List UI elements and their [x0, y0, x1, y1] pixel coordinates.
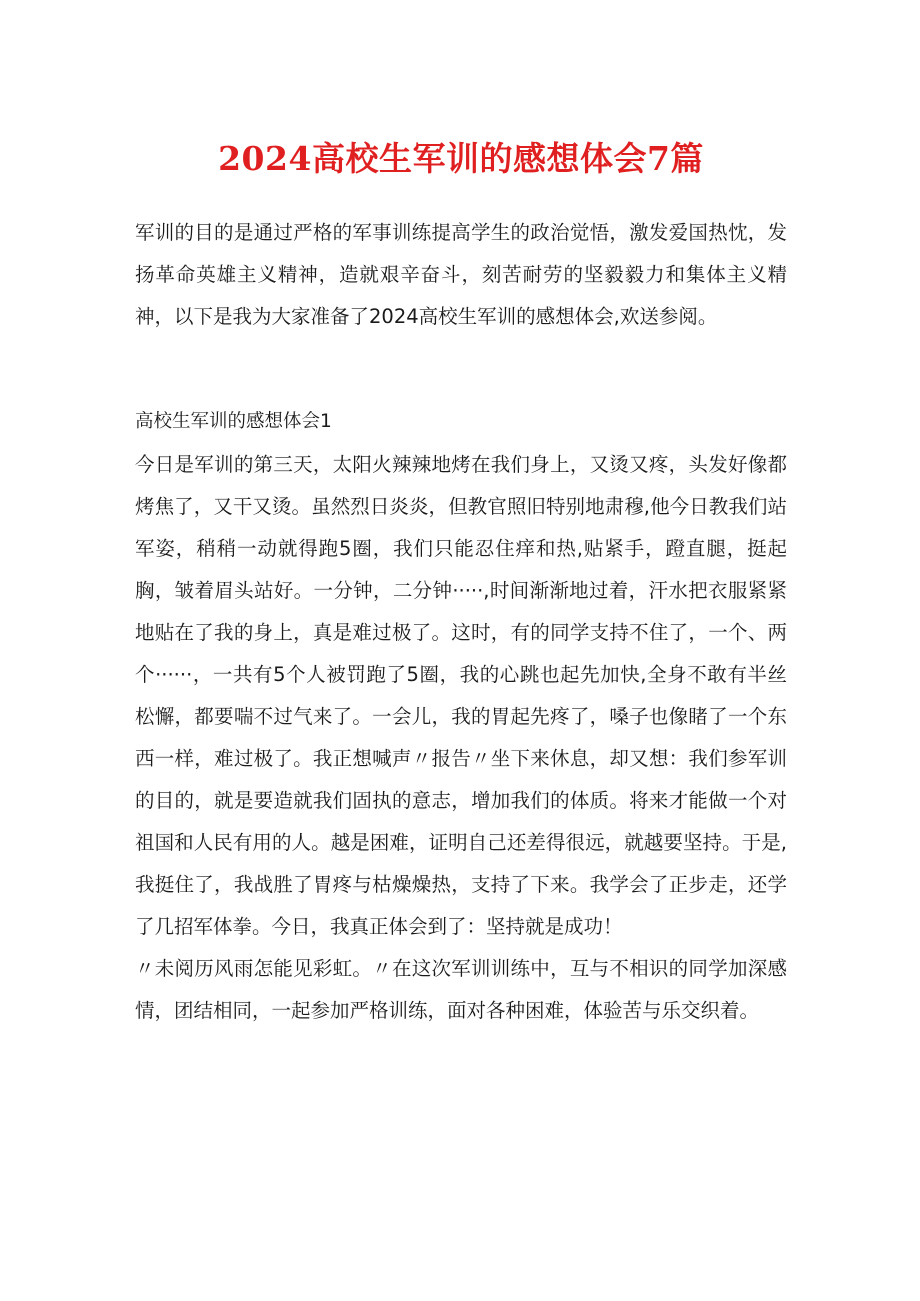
- body-paragraph-2: 〃未阅历风雨怎能见彩虹。〃在这次军训训练中，互与不相识的同学加深感情，团结相同，一起参加严格训练，面对各种困难，体验苦与乐交织着。: [135, 957, 787, 1022]
- document-title: 2024高校生军训的感想体会7篇: [218, 139, 704, 178]
- intro-paragraph: 军训的目的是通过严格的军事训练提高学生的政治觉悟，激发爱国热忱，发扬革命英雄主义精神，造就艰辛奋斗，刻苦耐劳的坚毅毅力和集体主义精神，以下是我为大家准备了2024高校生军训的感想体会,欢送参阅。: [135, 221, 787, 328]
- section-heading: 高校生军训的感想体会1: [135, 411, 332, 432]
- body-paragraph-1: 今日是军训的第三天，太阳火辣辣地烤在我们身上，又烫又疼，头发好像都烤焦了，又干又烫。虽然烈日炎炎，但教官照旧特别地肃穆,他今日教我们站军姿，稍稍一动就得跑5圈，我们只能忍住痒和热,贴紧手，蹬直腿，挺起胸，皱着眉头站好。一分钟，二分钟·····,时间渐渐地过着，汗水把衣服紧紧地贴在了我的身上，真是难过极了。这时，有的同学支持不住了，一个、两个······，一共有5个人被罚跑了5圈，我的心跳也起先加快,全身不敢有半丝松懈，都要喘不过气来了。一会儿，我的胃起先疼了，嗓子也像睹了一个东西一样，难过极了。我正想喊声〃报告〃坐下来休息，却又想：我们参军训的目的，就是要造就我们固执的意志，增加我们的体质。将来才能做一个对祖国和人民有用的人。越是困难，证明自己还差得很远，就越要坚持。于是,我挺住了，我战胜了胃疼与枯燥燥热，支持了下来。我学会了正步走，还学了几招军体拳。今日，我真正体会到了：坚持就是成功！: [135, 453, 787, 938]
